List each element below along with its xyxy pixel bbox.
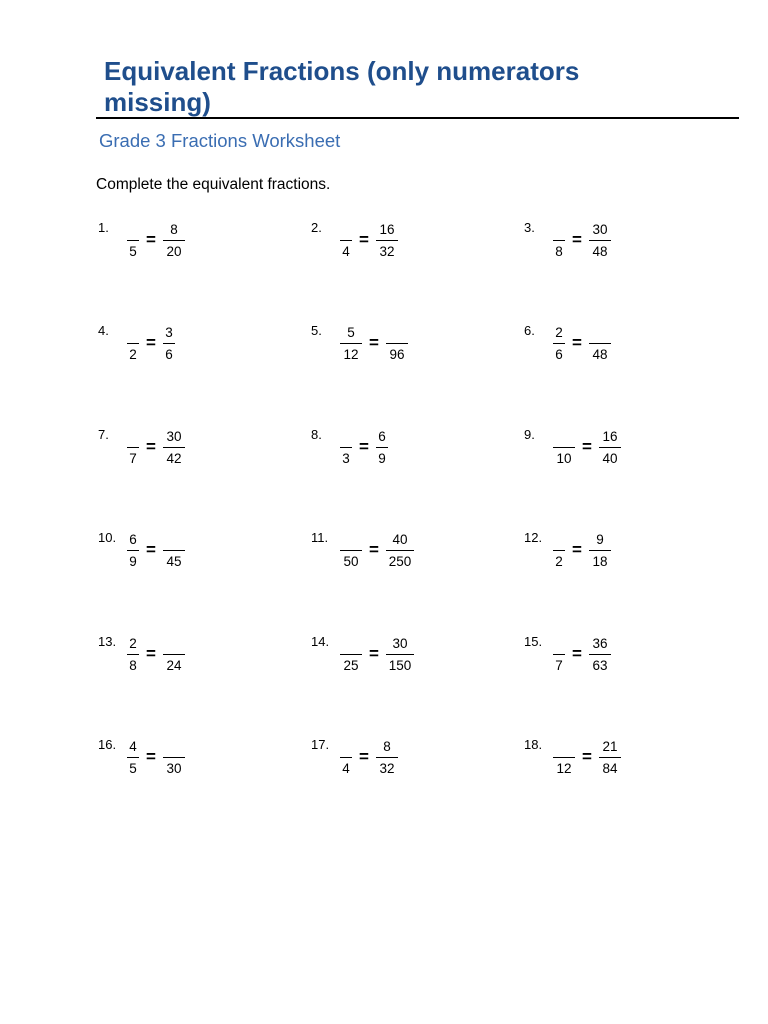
problem-number: 14.: [311, 634, 330, 649]
problem-item: [524, 739, 724, 789]
fraction-bar: [376, 240, 398, 241]
blank-numerator[interactable]: [552, 532, 566, 548]
blank-numerator[interactable]: [126, 325, 140, 341]
denominator: 2: [129, 347, 137, 362]
problem-number: 2.: [311, 220, 322, 235]
denominator: 63: [592, 658, 608, 673]
equals-sign: =: [369, 644, 379, 663]
problem-item: [311, 739, 511, 789]
blank-numerator[interactable]: [588, 325, 612, 341]
blank-numerator[interactable]: [339, 636, 363, 652]
denominator: 84: [602, 761, 618, 776]
denominator: 7: [129, 451, 137, 466]
fraction-bar: [340, 447, 352, 448]
fraction-bar: [340, 240, 352, 241]
blank-numerator[interactable]: [339, 739, 353, 755]
blank-numerator[interactable]: [126, 222, 140, 238]
problem-item: [98, 739, 298, 789]
left-fraction: [552, 532, 566, 572]
fraction-bar: [163, 654, 185, 655]
left-fraction: [126, 325, 140, 365]
fraction-bar: [553, 447, 575, 448]
equals-sign: =: [146, 230, 156, 249]
left-fraction: [552, 222, 566, 262]
problem-item: [311, 429, 511, 479]
numerator: 30: [592, 222, 608, 237]
left-fraction: [126, 429, 140, 469]
blank-numerator[interactable]: [552, 222, 566, 238]
denominator: 42: [166, 451, 182, 466]
right-fraction: [598, 429, 622, 469]
blank-numerator[interactable]: [552, 739, 576, 755]
numerator: 3: [165, 325, 173, 340]
denominator: 9: [129, 554, 137, 569]
denominator: 10: [556, 451, 572, 466]
numerator: 8: [170, 222, 178, 237]
right-fraction: [162, 739, 186, 779]
fraction-bar: [599, 757, 621, 758]
numerator: 30: [392, 636, 408, 651]
fraction-bar: [340, 343, 362, 344]
denominator: 9: [378, 451, 386, 466]
denominator: 30: [166, 761, 182, 776]
fraction-bar: [127, 343, 139, 344]
left-fraction: [126, 739, 140, 779]
left-fraction: [552, 636, 566, 676]
numerator: 16: [602, 429, 618, 444]
problem-number: 3.: [524, 220, 535, 235]
problem-item: [311, 636, 511, 686]
blank-numerator[interactable]: [339, 429, 353, 445]
left-fraction: [552, 325, 566, 365]
numerator: 21: [602, 739, 618, 754]
left-fraction: [126, 532, 140, 572]
denominator: 32: [379, 244, 395, 259]
right-fraction: [162, 325, 176, 365]
blank-numerator[interactable]: [552, 636, 566, 652]
fraction-bar: [589, 550, 611, 551]
blank-numerator[interactable]: [339, 222, 353, 238]
fraction-bar: [553, 343, 565, 344]
right-fraction: [162, 429, 186, 469]
problem-item: [311, 222, 511, 272]
denominator: 45: [166, 554, 182, 569]
problem-number: 6.: [524, 323, 535, 338]
worksheet-subtitle: Grade 3 Fractions Worksheet: [99, 130, 341, 151]
blank-numerator[interactable]: [162, 636, 186, 652]
equals-sign: =: [369, 540, 379, 559]
right-fraction: [598, 739, 622, 779]
equals-sign: =: [359, 747, 369, 766]
right-fraction: [375, 739, 399, 779]
fraction-bar: [163, 757, 185, 758]
fraction-bar: [163, 343, 175, 344]
numerator: 4: [129, 739, 137, 754]
left-fraction: [339, 429, 353, 469]
fraction-bar: [127, 447, 139, 448]
problem-number: 18.: [524, 737, 543, 752]
numerator: 6: [129, 532, 137, 547]
fraction-bar: [127, 240, 139, 241]
fraction-bar: [386, 343, 408, 344]
fraction-bar: [386, 550, 414, 551]
instructions-text: Complete the equivalent fractions.: [96, 176, 331, 193]
denominator: 12: [556, 761, 572, 776]
fraction-bar: [589, 654, 611, 655]
equals-sign: =: [146, 333, 156, 352]
right-fraction: [385, 325, 409, 365]
problem-number: 10.: [98, 530, 117, 545]
problem-item: [524, 429, 724, 479]
denominator: 12: [343, 347, 359, 362]
numerator: 2: [129, 636, 137, 651]
problem-number: 16.: [98, 737, 117, 752]
denominator: 8: [555, 244, 563, 259]
fraction-bar: [127, 757, 139, 758]
denominator: 20: [166, 244, 182, 259]
blank-numerator[interactable]: [552, 429, 576, 445]
left-fraction: [552, 429, 576, 469]
fraction-bar: [127, 654, 139, 655]
problem-item: [524, 325, 724, 375]
fraction-bar: [553, 654, 565, 655]
right-fraction: [588, 222, 612, 262]
equals-sign: =: [146, 747, 156, 766]
equals-sign: =: [572, 644, 582, 663]
denominator: 6: [555, 347, 563, 362]
right-fraction: [162, 636, 186, 676]
fraction-bar: [599, 447, 621, 448]
title-divider: [96, 117, 739, 119]
fraction-bar: [376, 447, 388, 448]
problem-number: 11.: [311, 530, 329, 545]
numerator: 2: [555, 325, 563, 340]
problem-number: 13.: [98, 634, 117, 649]
problem-item: [98, 636, 298, 686]
right-fraction: [588, 532, 612, 572]
problem-item: [98, 429, 298, 479]
denominator: 96: [389, 347, 405, 362]
equals-sign: =: [146, 437, 156, 456]
numerator: 5: [347, 325, 355, 340]
equals-sign: =: [582, 747, 592, 766]
right-fraction: [588, 636, 612, 676]
fraction-bar: [163, 240, 185, 241]
denominator: 2: [555, 554, 563, 569]
fraction-bar: [589, 343, 611, 344]
denominator: 250: [388, 554, 412, 569]
fraction-bar: [340, 654, 362, 655]
denominator: 3: [342, 451, 350, 466]
equals-sign: =: [369, 333, 379, 352]
problem-number: 15.: [524, 634, 543, 649]
right-fraction: [385, 532, 415, 572]
numerator: 6: [378, 429, 386, 444]
numerator: 40: [392, 532, 408, 547]
fraction-bar: [163, 447, 185, 448]
problem-item: [98, 532, 298, 582]
right-fraction: [375, 429, 389, 469]
fraction-bar: [376, 757, 398, 758]
problem-number: 1.: [98, 220, 109, 235]
denominator: 18: [592, 554, 608, 569]
problem-number: 17.: [311, 737, 330, 752]
denominator: 48: [592, 244, 608, 259]
problem-number: 12.: [524, 530, 543, 545]
equals-sign: =: [146, 540, 156, 559]
fraction-bar: [163, 550, 185, 551]
numerator: 16: [379, 222, 395, 237]
right-fraction: [375, 222, 399, 262]
left-fraction: [126, 222, 140, 262]
equals-sign: =: [572, 540, 582, 559]
problem-item: [311, 532, 511, 582]
fraction-bar: [589, 240, 611, 241]
denominator: 5: [129, 244, 137, 259]
denominator: 7: [555, 658, 563, 673]
right-fraction: [162, 222, 186, 262]
fraction-bar: [553, 240, 565, 241]
denominator: 48: [592, 347, 608, 362]
denominator: 6: [165, 347, 173, 362]
fraction-bar: [553, 757, 575, 758]
problem-item: [98, 222, 298, 272]
fraction-bar: [127, 550, 139, 551]
denominator: 8: [129, 658, 137, 673]
problem-number: 7.: [98, 427, 109, 442]
right-fraction: [385, 636, 415, 676]
problem-number: 4.: [98, 323, 109, 338]
fraction-bar: [340, 550, 362, 551]
fraction-bar: [553, 550, 565, 551]
problem-item: [524, 532, 724, 582]
equals-sign: =: [572, 230, 582, 249]
right-fraction: [162, 532, 186, 572]
numerator: 30: [166, 429, 182, 444]
left-fraction: [339, 532, 363, 572]
denominator: 150: [388, 658, 412, 673]
denominator: 40: [602, 451, 618, 466]
left-fraction: [339, 739, 353, 779]
equals-sign: =: [146, 644, 156, 663]
denominator: 24: [166, 658, 182, 673]
problem-number: 8.: [311, 427, 322, 442]
left-fraction: [339, 636, 363, 676]
problem-number: 9.: [524, 427, 535, 442]
equals-sign: =: [582, 437, 592, 456]
blank-numerator[interactable]: [126, 429, 140, 445]
blank-numerator[interactable]: [162, 739, 186, 755]
problem-item: [311, 325, 511, 375]
problem-item: [98, 325, 298, 375]
blank-numerator[interactable]: [162, 532, 186, 548]
right-fraction: [588, 325, 612, 365]
numerator: 8: [383, 739, 391, 754]
left-fraction: [339, 325, 363, 365]
blank-numerator[interactable]: [339, 532, 363, 548]
problem-item: [524, 222, 724, 272]
denominator: 5: [129, 761, 137, 776]
denominator: 50: [343, 554, 359, 569]
numerator: 36: [592, 636, 608, 651]
denominator: 4: [342, 761, 350, 776]
equals-sign: =: [572, 333, 582, 352]
denominator: 32: [379, 761, 395, 776]
denominator: 25: [343, 658, 359, 673]
problem-number: 5.: [311, 323, 322, 338]
left-fraction: [552, 739, 576, 779]
problem-item: [524, 636, 724, 686]
fraction-bar: [386, 654, 414, 655]
left-fraction: [126, 636, 140, 676]
fraction-bar: [340, 757, 352, 758]
equals-sign: =: [359, 437, 369, 456]
equals-sign: =: [359, 230, 369, 249]
numerator: 9: [596, 532, 604, 547]
worksheet-title: Equivalent Fractions (only numerators missing): [104, 56, 580, 117]
denominator: 4: [342, 244, 350, 259]
left-fraction: [339, 222, 353, 262]
blank-numerator[interactable]: [385, 325, 409, 341]
